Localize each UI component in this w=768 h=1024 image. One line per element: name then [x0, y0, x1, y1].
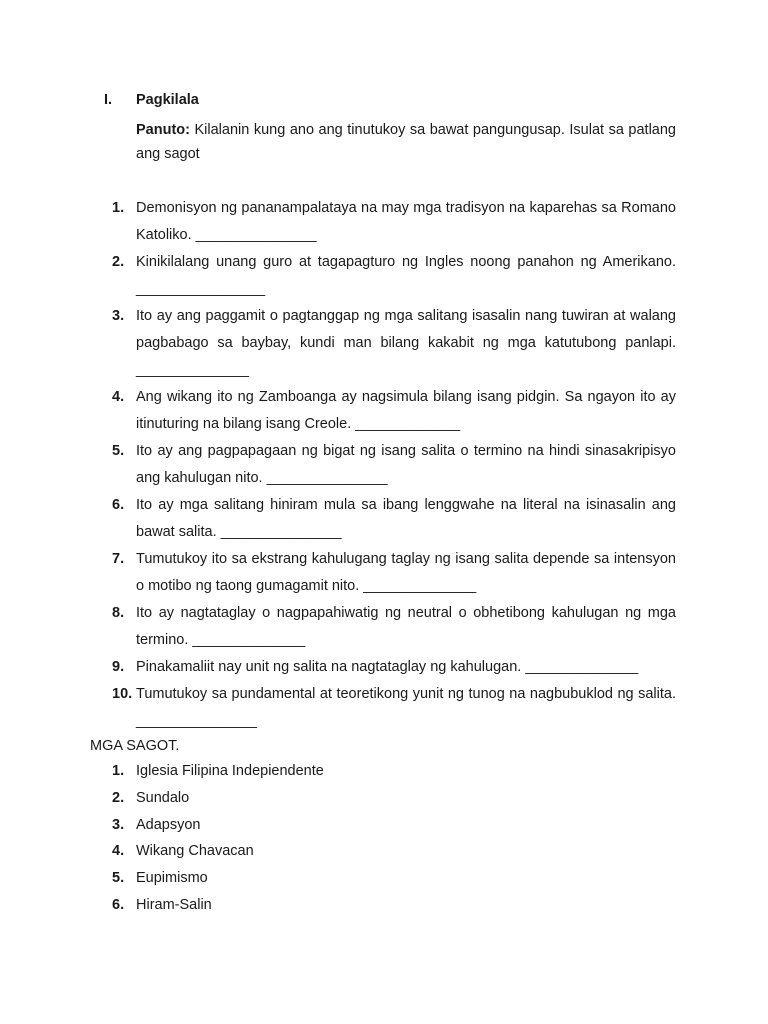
- answer-text: Sundalo: [136, 789, 190, 806]
- section-title: Pagkilala: [136, 92, 199, 108]
- answer-item: [104, 865, 676, 892]
- instructions: [136, 118, 676, 166]
- question-number: 10.: [112, 686, 133, 702]
- question-text: Tumutukoy sa pundamental at teoretikong yunit ng tunog na nagbubuklod ng salita. _______________: [136, 686, 676, 729]
- instructions-label: Panuto:: [136, 122, 190, 138]
- question-item: [104, 384, 676, 438]
- answers-title: MGA SAGOT.: [90, 738, 180, 754]
- answer-text: Hiram-Salin: [136, 896, 212, 913]
- question-text: Ang wikang ito ng Zamboanga ay nagsimula bilang isang pidgin. Sa ngayon ito ay itinuturing na bilang isang Creole. _____________: [136, 389, 676, 432]
- question-item: [104, 546, 676, 600]
- answer-item: [104, 758, 676, 785]
- answer-item: [104, 785, 676, 812]
- answer-item: [104, 892, 676, 919]
- answer-list: [104, 758, 676, 919]
- question-number: 8.: [112, 605, 125, 621]
- question-item: [104, 249, 676, 303]
- question-text: Demonisyon ng pananampalataya na may mga tradisyon na kaparehas sa Romano Katoliko. _______________: [136, 200, 676, 243]
- answer-text: Wikang Chavacan: [136, 843, 254, 860]
- question-number: 2.: [112, 254, 125, 270]
- instructions-text: Kilalanin kung ano ang tinutukoy sa bawat pangungusap. Isulat sa patlang ang sagot: [136, 122, 676, 162]
- question-item: [104, 195, 676, 249]
- answer-number: 5.: [112, 870, 125, 887]
- answer-number: 4.: [112, 843, 125, 860]
- answer-item: [104, 812, 676, 839]
- question-item: [104, 654, 676, 681]
- question-number: 7.: [112, 551, 125, 567]
- question-item: [104, 303, 676, 384]
- question-item: [104, 492, 676, 546]
- question-text: Ito ay ang paggamit o pagtanggap ng mga salitang isasalin nang tuwiran at walang pagbabago sa baybay, kundi man bilang kakabit ng mga katutubong panlapi. ______________: [136, 308, 676, 378]
- answer-number: 6.: [112, 896, 125, 913]
- question-number: 4.: [112, 389, 125, 405]
- question-item: [104, 600, 676, 654]
- section-heading: [104, 92, 199, 108]
- section-numeral: I.: [104, 92, 113, 108]
- question-item: [104, 438, 676, 492]
- question-text: Ito ay mga salitang hiniram mula sa ibang lenggwahe na literal na isinasalin ang bawat salita. _______________: [136, 497, 676, 540]
- question-number: 9.: [112, 659, 125, 675]
- answer-text: Adapsyon: [136, 816, 201, 833]
- answer-number: 2.: [112, 789, 125, 806]
- question-text: Tumutukoy ito sa ekstrang kahulugang taglay ng isang salita depende sa intensyon o motibo ng taong gumagamit nito. ______________: [136, 551, 676, 594]
- question-number: 5.: [112, 443, 125, 459]
- answer-item: [104, 838, 676, 865]
- question-text: Ito ay ang pagpapagaan ng bigat ng isang salita o termino na hindi sinasakripisyo ang kahulugan nito. _______________: [136, 443, 676, 486]
- question-number: 1.: [112, 200, 125, 216]
- question-text: Kinikilalang unang guro at tagapagturo ng Ingles noong panahon ng Amerikano. ________________: [136, 254, 676, 297]
- answer-number: 1.: [112, 763, 125, 779]
- answer-text: Iglesia Filipina Indepiendente: [136, 763, 324, 779]
- question-list: [104, 195, 676, 735]
- question-number: 6.: [112, 497, 125, 513]
- answer-number: 3.: [112, 816, 125, 833]
- question-text: Ito ay nagtataglay o nagpapahiwatig ng neutral o obhetibong kahulugan ng mga termino. ______________: [136, 605, 676, 648]
- question-number: 3.: [112, 308, 125, 324]
- question-item: [104, 681, 676, 735]
- question-text: Pinakamaliit nay unit ng salita na nagtataglay ng kahulugan. ______________: [136, 659, 639, 675]
- answer-text: Eupimismo: [136, 870, 208, 887]
